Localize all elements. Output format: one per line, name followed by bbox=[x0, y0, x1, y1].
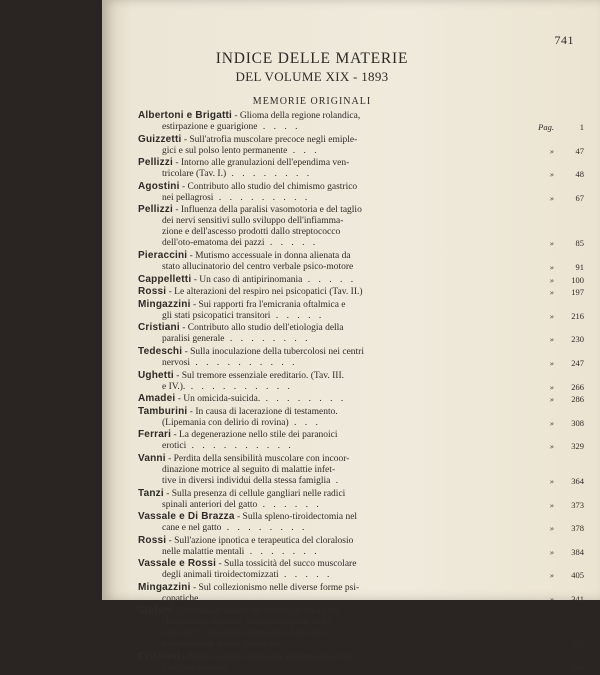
entry-page-ref bbox=[550, 523, 584, 534]
leader-dots: . . . . . bbox=[302, 274, 357, 285]
leader-dots: . . . . . . . . . bbox=[198, 593, 296, 604]
page-prefix: » bbox=[549, 546, 554, 557]
page-prefix: » bbox=[549, 593, 554, 604]
entry-text bbox=[138, 181, 534, 204]
volume-subtitle: DEL VOLUME XIX - 1893 bbox=[235, 69, 389, 84]
index-entry bbox=[138, 429, 584, 452]
entry-title-line: - Sulla inoculazione della tubercolosi nei centri bbox=[182, 346, 364, 357]
entry-title-line: - Un caso di antipirinomania bbox=[191, 274, 303, 285]
page-ref-number: 67 bbox=[575, 192, 584, 203]
page-prefix: » bbox=[549, 441, 554, 452]
entry-title-line: l'eccitabilità nervosa; sull'eliminazione della bbox=[162, 617, 331, 628]
entry-page-ref bbox=[550, 193, 584, 204]
entry-author: Mingazzini bbox=[138, 298, 191, 310]
page-ref-number: 216 bbox=[571, 310, 584, 321]
page-prefix: » bbox=[549, 475, 554, 486]
entry-title-line: dinazione motrice al seguito di malattie infet- bbox=[162, 464, 336, 475]
entry-page-ref bbox=[550, 663, 584, 674]
page-prefix: » bbox=[549, 261, 554, 272]
page-prefix: » bbox=[549, 639, 554, 650]
leader-dots: . . . . . . . . . bbox=[213, 192, 311, 203]
page-ref-number: 91 bbox=[575, 261, 584, 272]
entry-author: Pieraccini bbox=[138, 249, 188, 261]
page-prefix: » bbox=[549, 357, 554, 368]
leader-dots: . . . . . . . . . . bbox=[189, 357, 298, 368]
entry-title-line: - Sulla spleno-tiroidectomia nel bbox=[234, 512, 358, 523]
index-entry bbox=[138, 535, 584, 558]
entry-page-ref bbox=[550, 441, 584, 452]
leader-dots: . . . . bbox=[257, 122, 301, 132]
index-entry bbox=[138, 651, 584, 674]
entry-title-line: stato allucinatorio del centro verbale psico-motore bbox=[162, 261, 354, 272]
entry-title-line: copatiche . . . . . . . . . bbox=[162, 593, 296, 604]
leader-dots: . . . . . . . . . . bbox=[185, 381, 293, 392]
entry-title-line: - Perdita della sensibilità muscolare con incoor- bbox=[165, 453, 350, 464]
page-prefix: » bbox=[549, 394, 554, 405]
page-prefix: » bbox=[549, 169, 554, 180]
entry-author: Pellizzi bbox=[138, 204, 173, 216]
entry-title-line: - Influenza della paralisi vasomotoria e del taglio bbox=[172, 205, 362, 216]
entry-author: Vassale e Di Brazza bbox=[138, 511, 235, 523]
entry-title-line: spinali anteriori del gatto . . . . . . bbox=[162, 499, 322, 510]
entry-title-line: - Sull'atrofia muscolare precoce negli emiple- bbox=[181, 134, 358, 145]
entry-text bbox=[138, 429, 534, 452]
entry-title-line: nelle malattie mentali . . . . . . . bbox=[162, 546, 320, 557]
entry-text bbox=[138, 406, 534, 429]
index-title: INDICE DELLE MATERIE bbox=[215, 50, 409, 67]
leader-dots: . . . . . . . bbox=[244, 546, 320, 557]
index-entry bbox=[138, 250, 584, 273]
entry-title-line: - Sulla presenza di cellule gangliari nelle radici bbox=[163, 488, 346, 499]
leader-dots: . . . . . bbox=[264, 238, 319, 249]
leader-dots: . . . . . . . . bbox=[224, 334, 311, 345]
entry-page-ref bbox=[550, 594, 584, 605]
entry-title-line: degli animali tiroidectomizzati . . . . . bbox=[162, 570, 333, 581]
entry-author: Vanni bbox=[138, 452, 166, 464]
page-prefix: » bbox=[549, 381, 554, 392]
leader-dots: . . . . . . . . bbox=[221, 523, 308, 534]
entry-text bbox=[138, 346, 534, 369]
entry-author: Ughetti bbox=[138, 369, 174, 381]
index-entry bbox=[138, 204, 584, 249]
entry-title-line: cane e nel gatto . . . . . . . . bbox=[162, 523, 308, 534]
entry-author: Tamburini bbox=[138, 405, 188, 417]
entry-page-ref bbox=[550, 570, 584, 581]
entry-page-ref bbox=[550, 238, 584, 249]
index-entry bbox=[138, 134, 584, 157]
leader-dots: . . . . . . . . . . bbox=[186, 441, 294, 452]
book-page bbox=[102, 0, 600, 674]
entry-author: Ferrari bbox=[138, 429, 172, 441]
entry-title-line: nei pellagrosi . . . . . . . . . bbox=[162, 192, 311, 203]
page-ref-number: 1 bbox=[579, 122, 584, 132]
entry-title-line: paralisi generale . . . . . . . . bbox=[162, 334, 311, 345]
page-ref-number: 364 bbox=[571, 475, 584, 486]
page-ref-number: 100 bbox=[571, 274, 584, 285]
page-ref-number: 654 bbox=[571, 663, 584, 674]
page-prefix: » bbox=[549, 663, 554, 674]
entry-text bbox=[138, 286, 534, 298]
entry-title-line: gli stati psicopatici transitori . . . . . bbox=[162, 310, 325, 321]
entry-title-line: - La degenerazione nello stile dei paranoici bbox=[171, 430, 338, 441]
entry-page-ref bbox=[550, 418, 584, 429]
page-prefix: » bbox=[549, 334, 554, 345]
leader-dots: . . . bbox=[288, 417, 321, 428]
entry-page-ref bbox=[550, 500, 584, 511]
entry-author: Mingazzini bbox=[138, 581, 191, 593]
entry-title-line: e IV.). . . . . . . . . . . bbox=[162, 381, 293, 392]
entry-text bbox=[138, 322, 534, 345]
index-entry bbox=[138, 511, 584, 534]
entry-text bbox=[138, 488, 534, 511]
page-ref-number: 574 bbox=[571, 639, 584, 650]
entry-text bbox=[138, 453, 534, 487]
entry-author: Cappelletti bbox=[138, 273, 192, 285]
entry-page-ref bbox=[550, 382, 584, 393]
entry-author: Cristiani bbox=[138, 322, 180, 334]
entry-text bbox=[138, 110, 534, 133]
entry-title-line: dei nervi sensitivi sullo sviluppo dell'infiamma- bbox=[162, 216, 344, 227]
page-prefix: » bbox=[549, 192, 554, 203]
entry-title-line: nervosi . . . . . . . . . . bbox=[162, 357, 298, 368]
index-entry bbox=[138, 181, 584, 204]
entry-text bbox=[138, 511, 534, 534]
page-ref-number: 329 bbox=[571, 441, 584, 452]
entry-title-line: - Sull'azione ipnotica e terapeutica del cloralosio bbox=[166, 535, 354, 546]
entry-title-line: gici e sul polso lento permanente . . . bbox=[162, 145, 320, 156]
entry-text bbox=[138, 558, 534, 581]
entry-author: Stefani bbox=[138, 605, 173, 617]
entry-page-ref bbox=[550, 334, 584, 345]
index-entry bbox=[138, 346, 584, 369]
entry-author: Cristiani bbox=[138, 651, 180, 663]
entry-title-line: (Lipemania con delirio di rovina) . . . bbox=[162, 417, 321, 428]
index-entry bbox=[138, 488, 584, 511]
page-prefix: Pag. bbox=[538, 122, 554, 132]
entry-title-line: tive in diversi individui della stessa famiglia . bbox=[162, 475, 342, 486]
page-ref-number: 378 bbox=[571, 523, 584, 534]
entry-author: Agostini bbox=[138, 180, 180, 192]
entry-title-line: estirpazione e guarigione . . . . bbox=[162, 122, 301, 132]
entry-text bbox=[138, 393, 534, 405]
entry-title-line: - Glioma della regione rolandica, bbox=[232, 111, 361, 121]
entry-title-line: - Intorno all'azione del cloruro di calcio sul- bbox=[172, 606, 343, 617]
entry-title-line: - Sul tremore essenziale ereditario. (Tav. III. bbox=[173, 370, 345, 381]
entry-text bbox=[138, 605, 534, 650]
entry-page-ref bbox=[550, 275, 584, 286]
entry-text bbox=[138, 535, 534, 558]
index-entry bbox=[138, 286, 584, 298]
entry-page-ref bbox=[550, 639, 584, 650]
entry-title-line: - Mutismo accessuale in donna alienata da bbox=[187, 250, 351, 261]
page-ref-number: 247 bbox=[571, 357, 584, 368]
entry-page-ref bbox=[538, 122, 584, 133]
entry-title-line: - Intorno alle granulazioni dell'ependima ven- bbox=[172, 158, 350, 169]
index-entry bbox=[138, 370, 584, 393]
page-prefix: » bbox=[549, 310, 554, 321]
entry-text bbox=[138, 651, 534, 674]
entry-title-line: - Sui rapporti fra l'emicrania oftalmica e bbox=[190, 299, 346, 310]
entry-page-ref bbox=[550, 394, 584, 405]
entry-title-line: - In causa di lacerazione di testamento. bbox=[187, 406, 338, 417]
entry-author: Tedeschi bbox=[138, 345, 183, 357]
entry-page-ref bbox=[550, 547, 584, 558]
entry-text bbox=[138, 299, 534, 322]
entry-author: Pellizzi bbox=[138, 157, 173, 169]
page-ref-number: 405 bbox=[571, 570, 584, 581]
entry-title-line: - Sul collezionismo nelle diverse forme psi- bbox=[190, 582, 360, 593]
page-ref-number: 341 bbox=[571, 593, 584, 604]
page-prefix: » bbox=[549, 523, 554, 534]
entry-title-line: dell'oto-ematoma dei pazzi . . . . . bbox=[162, 238, 319, 249]
index-entry bbox=[138, 605, 584, 650]
entry-title-line: zione e dell'ascesso prodotti dallo streptococco bbox=[162, 227, 341, 238]
leader-dots: . . . . . . bbox=[257, 499, 322, 510]
page-prefix: » bbox=[549, 499, 554, 510]
index-entries bbox=[138, 110, 584, 675]
index-entry bbox=[138, 299, 584, 322]
entry-title-line: calce per l'orina negli alienati e sul suo uso bbox=[162, 628, 326, 639]
entry-page-ref bbox=[550, 358, 584, 369]
entry-text bbox=[138, 274, 534, 286]
entry-title-line: tricolare (Tav. I.) . . . . . . . . bbox=[162, 169, 313, 180]
leader-dots: . . . . . bbox=[270, 310, 325, 321]
entry-text bbox=[138, 250, 534, 273]
leader-dots: . . . . . . . . bbox=[227, 663, 314, 674]
entry-text bbox=[138, 157, 534, 180]
leader-dots: . . . . . bbox=[278, 570, 333, 581]
entry-title-line: - Le alterazioni del respiro nei psicopatici (Tav. II.) bbox=[166, 287, 363, 298]
entry-title-line: - Sulla tossicità del succo muscolare bbox=[216, 559, 357, 570]
leader-dots: . . . . bbox=[282, 639, 326, 650]
page-prefix: » bbox=[549, 287, 554, 298]
entry-title-line: - Contributo allo studio del chimismo gastrico bbox=[179, 181, 358, 192]
entry-title-line: - Un omicida-suicida. bbox=[175, 394, 261, 405]
index-entry bbox=[138, 558, 584, 581]
index-entry bbox=[138, 406, 584, 429]
page-prefix: » bbox=[549, 145, 554, 156]
entry-text bbox=[138, 582, 534, 605]
index-entry bbox=[138, 157, 584, 180]
page-ref-number: 373 bbox=[571, 499, 584, 510]
entry-title-line: d'origine gastrica . . . . . . . . bbox=[162, 663, 314, 674]
page-ref-number: 47 bbox=[575, 145, 584, 156]
entry-text bbox=[138, 134, 534, 157]
leader-dots: . bbox=[330, 475, 342, 486]
entry-author: Vassale e Rossi bbox=[138, 558, 217, 570]
entry-page-ref bbox=[550, 146, 584, 157]
leader-dots: . . . bbox=[287, 145, 320, 156]
entry-page-ref bbox=[550, 476, 584, 487]
entry-page-ref bbox=[550, 169, 584, 180]
page-ref-number: 85 bbox=[575, 238, 584, 249]
page-ref-number: 230 bbox=[571, 334, 584, 345]
page-ref-number: 286 bbox=[571, 394, 584, 405]
entry-page-ref bbox=[550, 287, 584, 298]
entry-page-ref bbox=[550, 311, 584, 322]
entry-title-line: terapeutico in alcune psicopatie . . . . bbox=[162, 639, 326, 650]
index-entry bbox=[138, 582, 584, 605]
entry-title-line: - Contributo allo studio dell'etiologia della bbox=[179, 323, 344, 334]
page-ref-number: 384 bbox=[571, 546, 584, 557]
index-entry bbox=[138, 322, 584, 345]
page-prefix: » bbox=[549, 417, 554, 428]
leader-dots: . . . . . . . . bbox=[260, 394, 347, 405]
entry-author: Rossi bbox=[138, 534, 167, 546]
page-ref-number: 308 bbox=[571, 417, 584, 428]
index-entry bbox=[138, 110, 584, 133]
entry-page-ref bbox=[550, 262, 584, 273]
entry-title-line: - Epilessia Jacksoniana da autointossicazione bbox=[179, 652, 355, 663]
entry-author: Tanzi bbox=[138, 487, 164, 499]
entry-author: Albertoni e Brigatti bbox=[138, 110, 233, 121]
page-ref-number: 266 bbox=[571, 381, 584, 392]
index-entry bbox=[138, 393, 584, 405]
entry-text bbox=[138, 370, 534, 393]
entry-author: Guizzetti bbox=[138, 133, 182, 145]
section-title: MEMORIE ORIGINALI bbox=[252, 96, 372, 107]
entry-text bbox=[138, 204, 534, 249]
entry-author: Rossi bbox=[138, 286, 167, 298]
leader-dots: . . . . . . . . bbox=[226, 169, 313, 180]
page-prefix: » bbox=[549, 570, 554, 581]
page-prefix: » bbox=[549, 238, 554, 249]
page-prefix: » bbox=[549, 274, 554, 285]
page-ref-number: 197 bbox=[571, 287, 584, 298]
page-ref-number: 48 bbox=[575, 169, 584, 180]
index-entry bbox=[138, 453, 584, 487]
index-entry bbox=[138, 274, 584, 286]
entry-author: Amadei bbox=[138, 393, 176, 405]
entry-title-line: erotici . . . . . . . . . . bbox=[162, 441, 294, 452]
page-number: 741 bbox=[554, 33, 574, 47]
